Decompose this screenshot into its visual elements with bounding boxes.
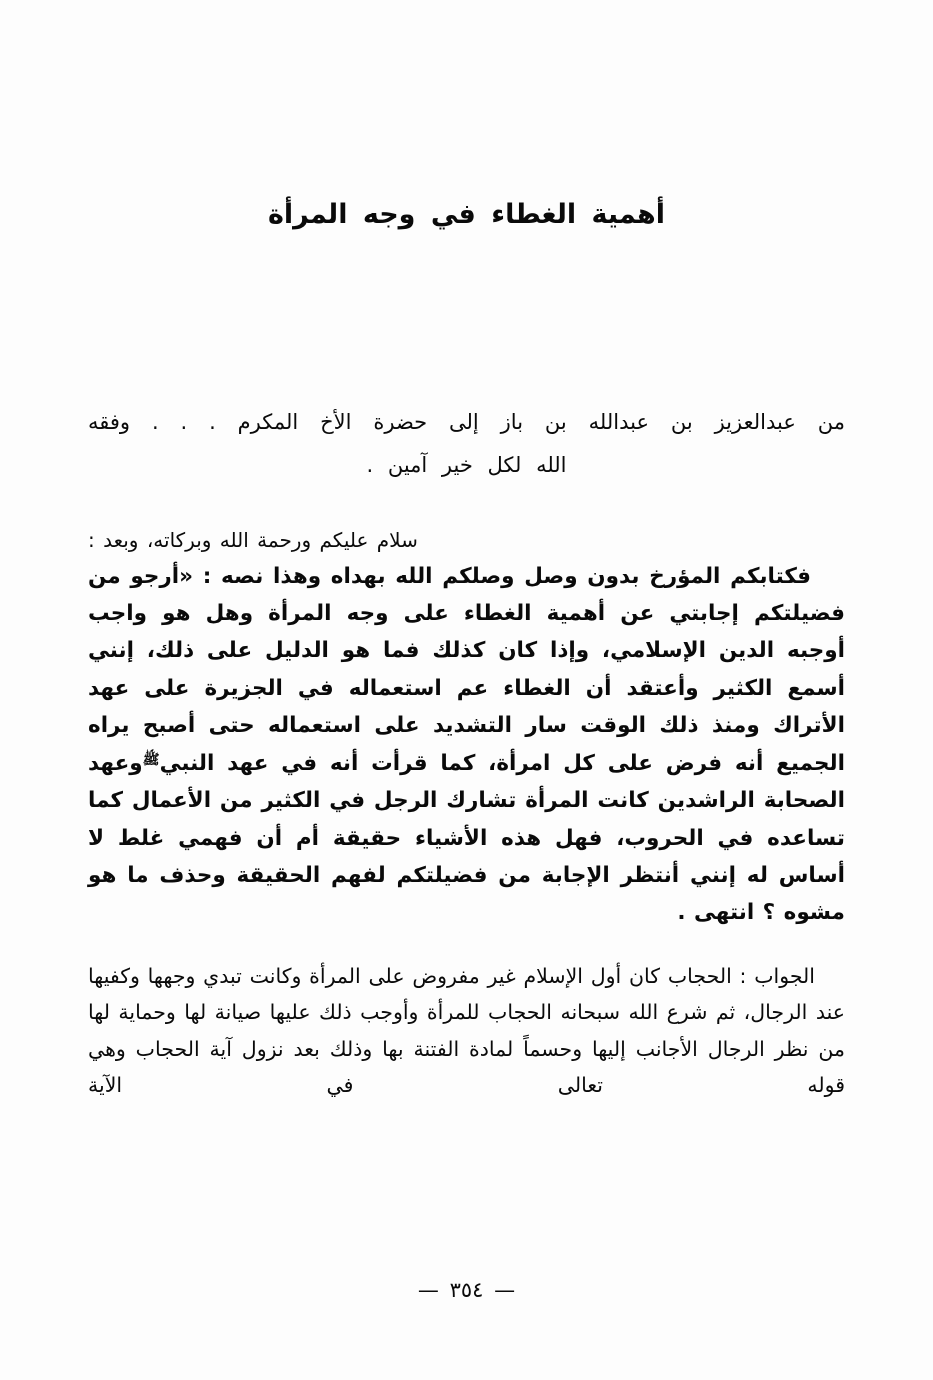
question-text-part-2: وعهد الصحابة الراشدين كانت المرأة تشارك الرجل في الكثير من الأعمال كما تساعده في الحروب، فهل هذه الأشياء حقيقة أم أن فهمي غلط لا أساس له إنني أنتظر الإجابة من فضيلتكم لفهم الحقيقة وحذف ما هو مشوه ؟ انتهى . <box>88 750 845 926</box>
question-text-part-1: فكتابكم المؤرخ بدون وصل وصلكم الله بهداه وهذا نصه : «أرجو من فضيلتكم إجابتي عن أهمية الغطاء على وجه المرأة وهل هو واجب أوجبه الدين الإسلامي، وإذا كان كذلك فما هو الدليل على ذلك، إنني أسمع الكثير وأعتقد أن الغطاء عم استعماله في الجزيرة على عهد الأتراك ومنذ ذلك الوقت سار التشديد على استعماله حتى أصبح يراه الجميع أنه فرض على كل امرأة، كما قرأت أنه في عهد النبي <box>88 563 845 776</box>
sender-line-2: الله لكل خير آمين . <box>366 452 567 477</box>
question-paragraph <box>88 558 845 932</box>
page-content-area <box>88 0 845 1380</box>
answer-text: الجواب : الحجاب كان أول الإسلام غير مفروض على المرأة وكانت تبدي وجهها وكفيها عند الرجال، ثم شرع الله سبحانه الحجاب للمرأة وأوجب ذلك عليها صيانة لها وحماية لها من نظر الرجال الأجانب إليها وحسماً لمادة الفتنة بها وذلك بعد نزول آية الحجاب وهي قوله تعالى في الآية <box>88 963 845 1098</box>
salla-allahu-alayhi-wasallam-icon: ﷺ <box>142 751 160 768</box>
sender-line-1: من عبدالعزيز بن عبدالله بن باز إلى حضرة الأخ المكرم . . . وفقه <box>88 409 845 434</box>
greeting-text: سلام عليكم ورحمة الله وبركاته، وبعد : <box>88 527 418 552</box>
page-title: أهمية الغطاء في وجه المرأة <box>267 199 666 230</box>
page-number: — ٣٥٤ — <box>417 1278 516 1302</box>
sender-block <box>88 402 845 486</box>
answer-paragraph <box>88 958 845 1104</box>
greeting-line <box>88 528 845 552</box>
